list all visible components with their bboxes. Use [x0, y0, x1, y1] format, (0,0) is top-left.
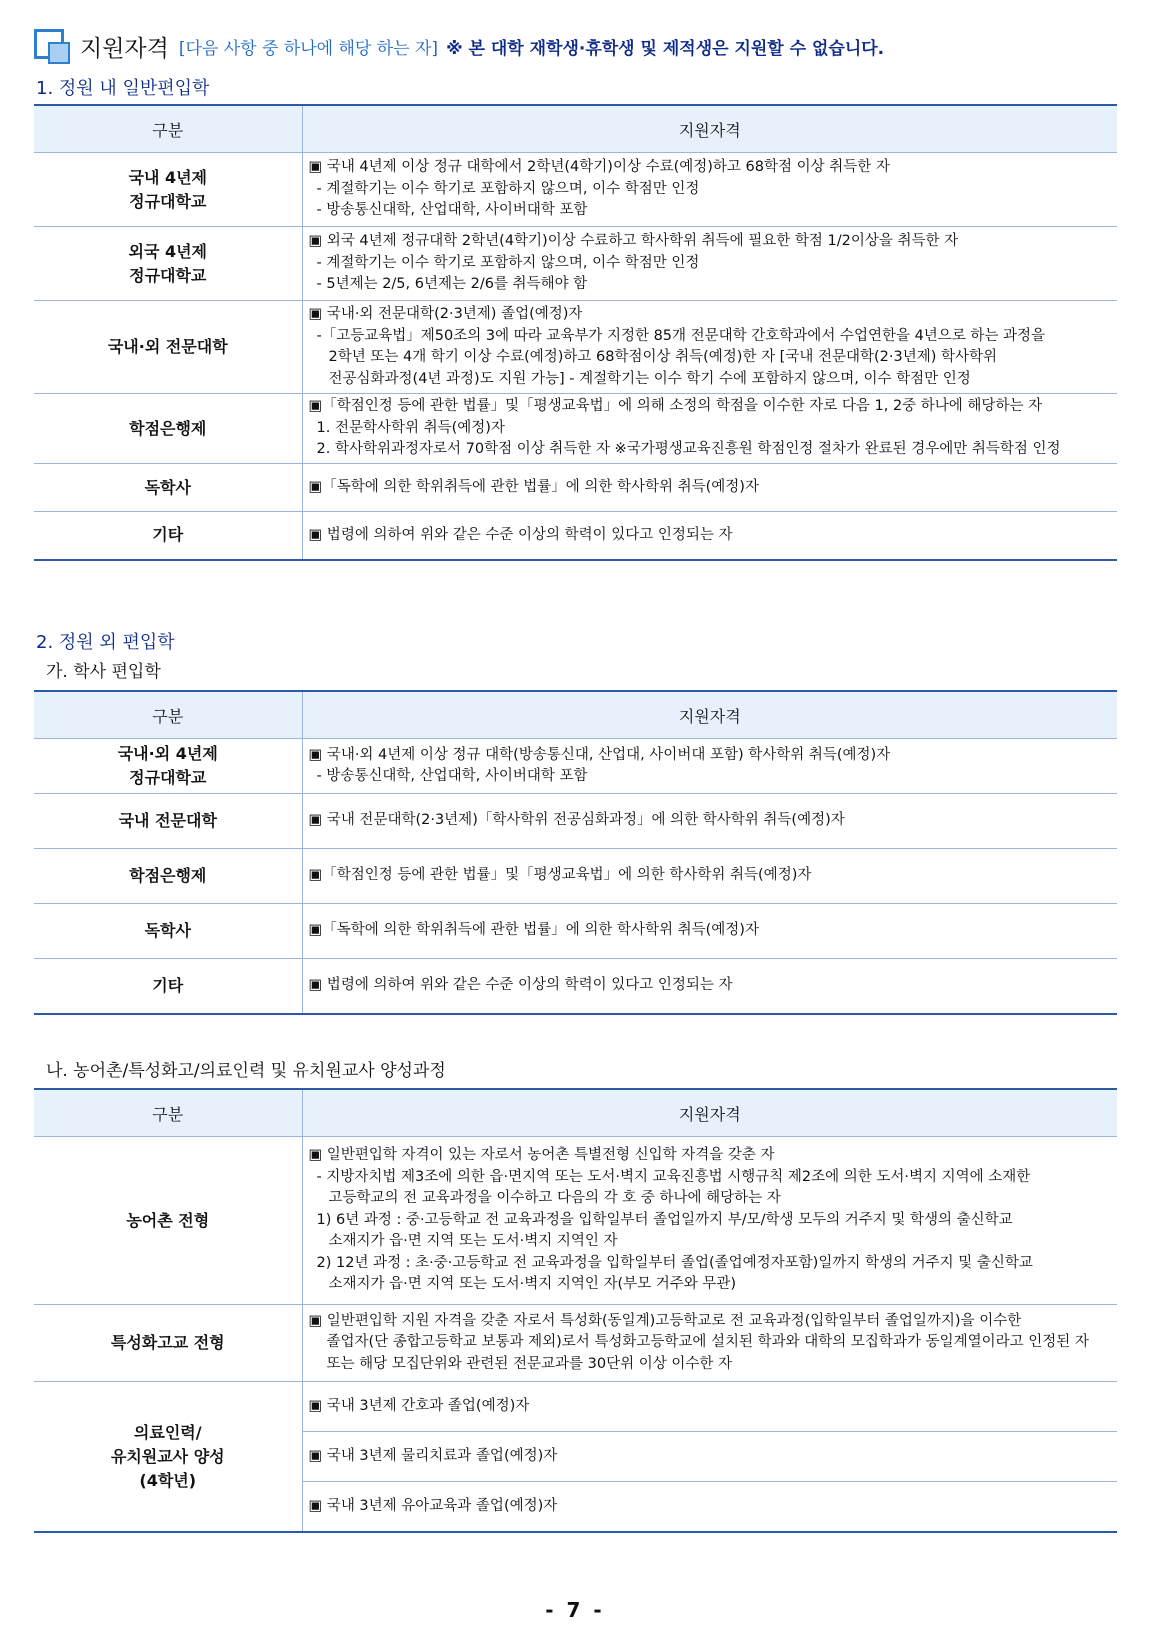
row-qualification [302, 153, 1117, 227]
qualification-line: ▣「학점인정 등에 관한 법률」및「평생교육법」에 의해 소정의 학점을 이수한 자로 다음 1, 2중 하나에 해당하는 자 [308, 398, 1043, 415]
row-qualification [302, 794, 1117, 849]
table-row [34, 739, 1117, 794]
qualification-line: 전공심화과정(4년 과정)도 지원 가능] - 계절학기는 이수 학기 수에 포함하지 않으며, 이수 학점만 인정 [328, 370, 971, 387]
qualification-line: 1. 전문학사학위 취득(예정)자 [316, 419, 505, 436]
col-category-header: 구분 [34, 1089, 302, 1137]
section2-title: 2. 정원 외 편입학 [36, 632, 175, 653]
table-row [34, 512, 1117, 560]
qualification-line: ▣ 일반편입학 지원 자격을 갖춘 자로서 특성화(동일계)고등학교로 전 교육과정(입학일부터 졸업일까지)을 이수한 [308, 1312, 1022, 1329]
qualification-line: ▣ 국내·외 4년제 이상 정규 대학(방송통신대, 산업대, 사이버대 포함) 학사학위 취득(예정)자 [308, 746, 891, 763]
row-category: 독학사 [34, 904, 302, 959]
row-qualification [302, 464, 1117, 512]
table-row [34, 904, 1117, 959]
row-qualification [302, 904, 1117, 959]
qualification-item: ▣ 국내 3년제 유아교육과 졸업(예정)자 [308, 1497, 558, 1514]
qualification-line: 고등학교의 전 교육과정을 이수하고 다음의 각 호 중 하나에 해당하는 자 [328, 1190, 781, 1207]
table-row [34, 394, 1117, 464]
row-category: 독학사 [34, 464, 302, 512]
qualification-line: ▣「학점인정 등에 관한 법률」및「평생교육법」에 의한 학사학위 취득(예정)자 [308, 867, 812, 884]
table-row [34, 1137, 1117, 1305]
qualification-line: ▣ 국내·외 전문대학(2·3년제) 졸업(예정)자 [308, 306, 583, 322]
qualification-line: -「고등교육법」제50조의 3에 따라 교육부가 지정한 85개 전문대학 간호학과에서 수업연한을 4년으로 하는 과정을 [316, 327, 1046, 344]
qualification-line: 소재지가 읍·면 지역 또는 도서·벽지 지역인 자 [328, 1233, 618, 1250]
col-category-header: 구분 [34, 105, 302, 153]
table-row [34, 794, 1117, 849]
qualification-line: ▣ 법령에 의하여 위와 같은 수준 이상의 학력이 있다고 인정되는 자 [308, 977, 733, 993]
row-category: 농어촌 전형 [34, 1137, 302, 1305]
qualification-line: ▣「독학에 의한 학위취득에 관한 법률」에 의한 학사학위 취득(예정)자 [308, 922, 759, 939]
row-qualification [302, 512, 1117, 560]
qualification-line: - 계절학기는 이수 학기로 포함하지 않으며, 이수 학점만 인정 [316, 180, 700, 197]
row-category: 특성화고교 전형 [34, 1305, 302, 1382]
row-qualification [302, 739, 1117, 794]
qualification-line: 2) 12년 과정 : 초·중·고등학교 전 교육과정을 입학일부터 졸업(졸업예정자포함)일까지 학생의 거주지 및 출신학교 [316, 1254, 1033, 1271]
row-category: 학점은행제 [34, 849, 302, 904]
qualification-item: ▣ 국내 3년제 물리치료과 졸업(예정)자 [303, 1432, 1118, 1482]
table-row [34, 959, 1117, 1014]
col-qualification-header: 지원자격 [302, 691, 1117, 739]
row-qualification [302, 227, 1117, 301]
row-category: 국내 4년제 정규대학교 [34, 153, 302, 227]
row-qualification [302, 959, 1117, 1014]
qualification-line: 또는 해당 모집단위와 관련된 전문교과를 30단위 이상 이수한 자 [326, 1355, 732, 1372]
qualification-line: ▣ 외국 4년제 정규대학 2학년(4학기)이상 수료하고 학사학위 취득에 필요한 학점 1/2이상을 취득한 자 [308, 233, 959, 250]
table-bachelor-transfer [34, 690, 1117, 1015]
square-bullet-icon [34, 29, 68, 63]
row-category: 국내·외 4년제 정규대학교 [34, 739, 302, 794]
col-category-header: 구분 [34, 691, 302, 739]
page-title: 지원자격 [80, 35, 169, 62]
section1-title: 1. 정원 내 일반편입학 [36, 78, 210, 99]
table-row [34, 301, 1117, 394]
qualification-line: 2학년 또는 4개 학기 이상 수료(예정)하고 68학점이상 취득(예정)한 자 [국내 전문대학(2·3년제) 학사학위 [328, 349, 998, 365]
row-category: 의료인력/ 유치원교사 양성 (4학년) [34, 1382, 302, 1533]
table-row [34, 227, 1117, 301]
page-number: - 7 - [545, 1598, 605, 1622]
qualification-line: - 방송통신대학, 산업대학, 사이버대학 포함 [316, 768, 588, 784]
row-category: 기타 [34, 959, 302, 1014]
row-category: 국내 전문대학 [34, 794, 302, 849]
qualification-line: ▣ 국내 전문대학(2·3년제)「학사학위 전공심화과정」에 의한 학사학위 취득(예정)자 [308, 812, 845, 829]
row-qualification [302, 301, 1117, 394]
table-row [34, 1305, 1117, 1382]
qualification-line: 소재지가 읍·면 지역 또는 도서·벽지 지역인 자(부모 거주와 무관) [328, 1276, 737, 1293]
subsection-b-title: 나. 농어촌/특성화고/의료인력 및 유치원교사 양성과정 [46, 1061, 446, 1081]
header-notice: ※ 본 대학 재학생·휴학생 및 제적생은 지원할 수 없습니다. [446, 38, 885, 59]
table-row [34, 1382, 1117, 1533]
qualification-line: ▣ 법령에 의하여 위와 같은 수준 이상의 학력이 있다고 인정되는 자 [308, 526, 733, 543]
row-qualification [302, 394, 1117, 464]
qualification-line: ▣ 국내 4년제 이상 정규 대학에서 2학년(4학기)이상 수료(예정)하고 68학점 이상 취득한 자 [308, 159, 890, 176]
row-qualification [302, 1305, 1117, 1382]
table-special-transfer [34, 1088, 1117, 1533]
qualification-line: - 계절학기는 이수 학기로 포함하지 않으며, 이수 학점만 인정 [316, 254, 700, 271]
row-category: 외국 4년제 정규대학교 [34, 227, 302, 301]
table-general-transfer [34, 104, 1117, 561]
subsection-a-title: 가. 학사 편입학 [46, 662, 161, 682]
section-header [34, 28, 884, 64]
qualification-line: - 지방자치법 제3조에 의한 읍·면지역 또는 도서·벽지 교육진흥법 시행규칙 제2조에 의한 도서·벽지 지역에 소재한 [316, 1168, 1031, 1185]
row-qualification [302, 849, 1117, 904]
row-qualification [302, 1137, 1117, 1305]
qualification-line: 1) 6년 과정 : 중·고등학교 전 교육과정을 입학일부터 졸업일까지 부/모/학생 모두의 거주지 및 학생의 출신학교 [316, 1211, 1013, 1228]
qualification-line: - 방송통신대학, 산업대학, 사이버대학 포함 [316, 202, 588, 219]
qualification-line: ▣ 일반편입학 자격이 있는 자로서 농어촌 특별전형 신입학 자격을 갖춘 자 [308, 1147, 775, 1164]
col-qualification-header: 지원자격 [302, 1089, 1117, 1137]
qualification-item: ▣ 국내 3년제 간호과 졸업(예정)자 [303, 1382, 1118, 1432]
table-row [34, 849, 1117, 904]
row-category: 국내·외 전문대학 [34, 301, 302, 394]
row-qualification [302, 1382, 1117, 1533]
qualification-line: ▣「독학에 의한 학위취득에 관한 법률」에 의한 학사학위 취득(예정)자 [308, 478, 759, 495]
qualification-line: 2. 학사학위과정자로서 70학점 이상 취득한 자 ※국가평생교육진흥원 학점인정 절차가 완료된 경우에만 취득학점 인정 [316, 441, 1061, 458]
qualification-line: - 5년제는 2/5, 6년제는 2/6를 취득해야 함 [316, 276, 588, 293]
row-category: 기타 [34, 512, 302, 560]
table-row [34, 153, 1117, 227]
qualification-line: 졸업자(단 종합고등학교 보통과 제외)로서 특성화고등학교에 설치된 학과와 대학의 모집학과가 동일계열이라고 인정된 자 [326, 1334, 1089, 1351]
row-category: 학점은행제 [34, 394, 302, 464]
table-row [34, 464, 1117, 512]
col-qualification-header: 지원자격 [302, 105, 1117, 153]
header-condition: [다음 사항 중 하나에 해당 하는 자] [178, 38, 439, 59]
